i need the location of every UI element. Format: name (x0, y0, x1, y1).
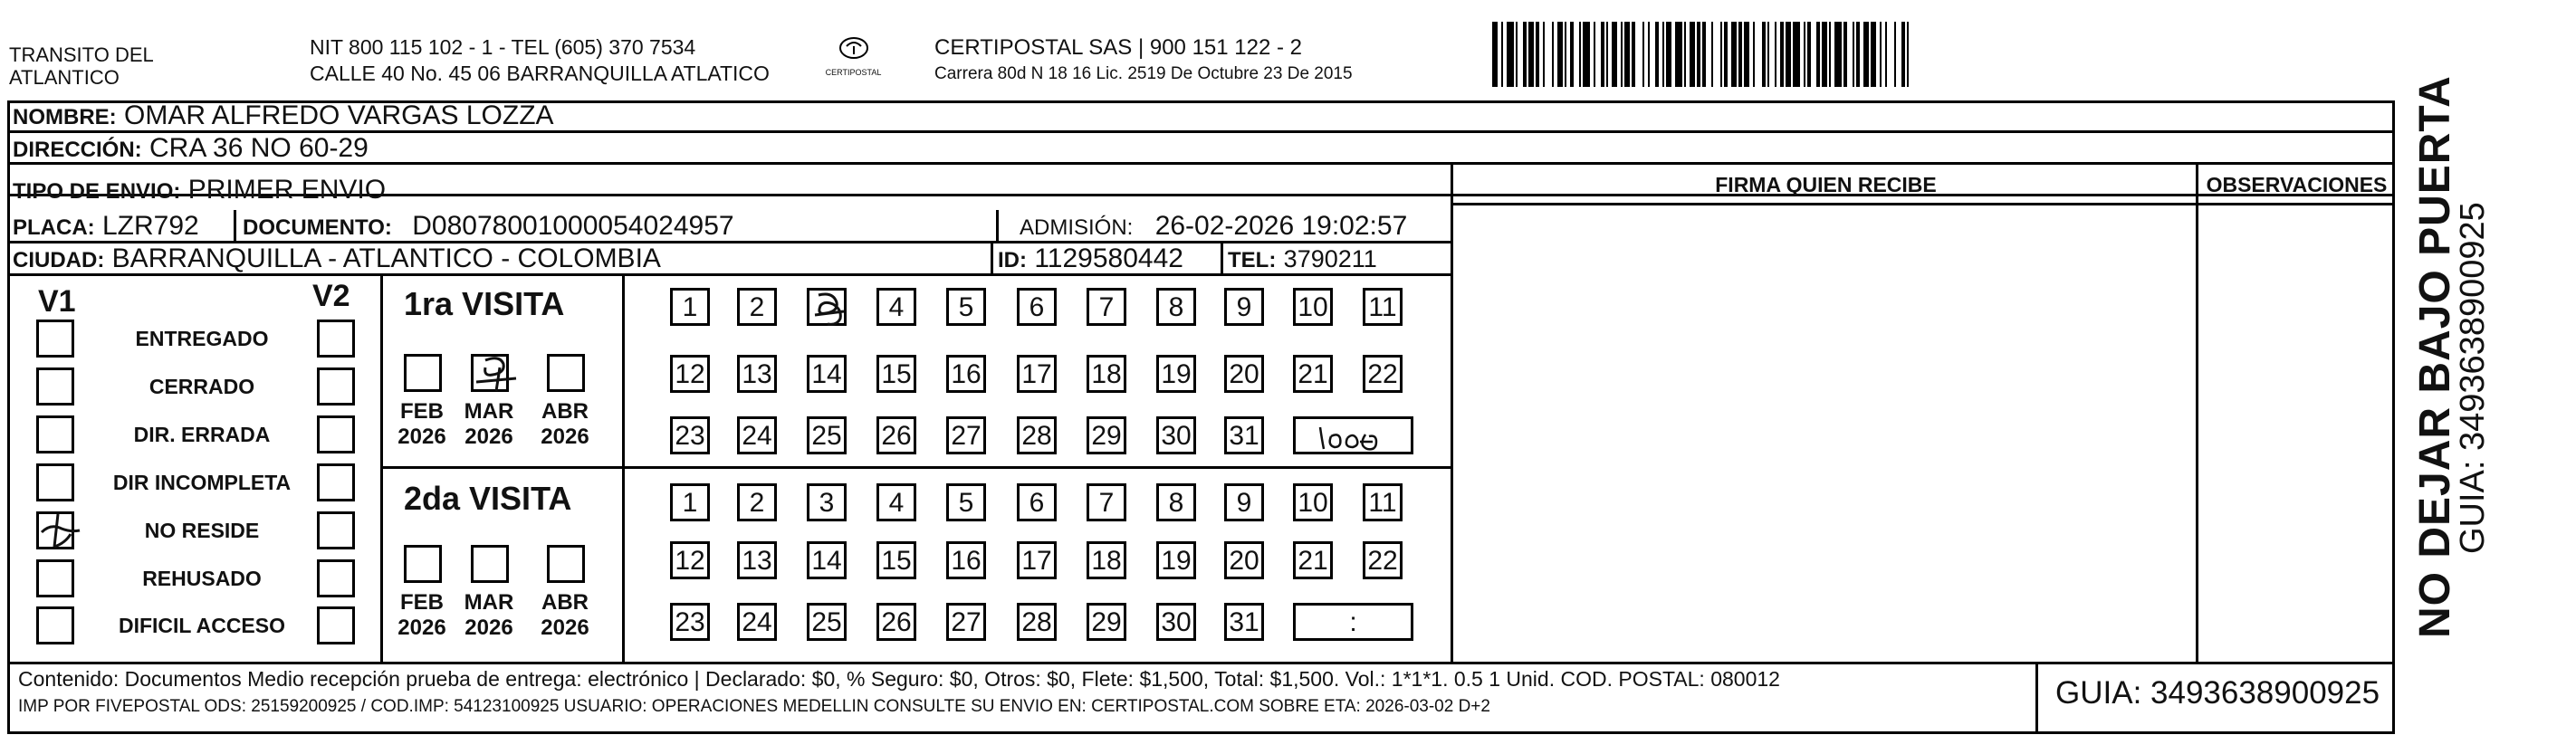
day-box[interactable]: 21 (1293, 541, 1333, 579)
day-box[interactable]: 3 (807, 483, 847, 521)
v1-checkbox[interactable] (36, 415, 74, 453)
month-checkbox[interactable] (547, 545, 585, 583)
id-value: 1129580442 (1034, 243, 1183, 273)
month-year: 2026 (541, 616, 589, 640)
day-box[interactable]: 21 (1293, 355, 1333, 393)
month-label (462, 590, 516, 641)
day-box[interactable]: 2 (737, 288, 777, 326)
day-box[interactable]: 29 (1087, 416, 1126, 454)
barcode-bar (1887, 22, 1894, 87)
barcode-bar (1675, 22, 1682, 87)
month-label (395, 590, 449, 641)
day-box[interactable]: 20 (1224, 355, 1264, 393)
barcode-bar (1635, 22, 1642, 87)
footer-print-info: IMP POR FIVEPOSTAL ODS: 25159200925 / COD.IMP: 54123100925 USUARIO: OPERACIONES MEDELLIN CONSULTE SU ENVIO EN: CERTIPOSTAL.COM SOBRE ETA: 2026-03-02 D+2 (18, 697, 1490, 716)
day-box[interactable]: 15 (876, 355, 916, 393)
side-guia: GUIA: 3493638900925 (2454, 202, 2492, 554)
day-box[interactable]: 13 (737, 541, 777, 579)
day-box[interactable]: 5 (946, 288, 986, 326)
day-box[interactable]: 16 (946, 355, 986, 393)
day-box[interactable]: 25 (807, 603, 847, 641)
day-box[interactable]: 6 (1017, 288, 1057, 326)
document-value: D08078001000054024957 (412, 211, 734, 241)
month-year: 2026 (464, 616, 513, 640)
month-checkbox[interactable] (471, 545, 509, 583)
signature-area[interactable] (1453, 205, 2196, 662)
visit1-mar-mark (469, 351, 523, 401)
v1-checkbox[interactable] (36, 463, 74, 501)
status-label: NO RESIDE (144, 519, 260, 542)
day-box[interactable]: 7 (1087, 483, 1126, 521)
visit1-title: 1ra VISITA (404, 285, 565, 322)
address-field (13, 133, 369, 166)
document-label: DOCUMENTO: (243, 215, 392, 240)
month-name: ABR (541, 590, 589, 615)
v1-checkbox[interactable] (36, 320, 74, 358)
day-box[interactable]: 30 (1156, 603, 1196, 641)
status-label: DIFICIL ACCESO (118, 614, 285, 637)
observations-heading: OBSERVACIONES (2206, 173, 2388, 196)
tel-field (1228, 243, 1377, 276)
day-box[interactable]: 31 (1224, 416, 1264, 454)
day-box[interactable]: 20 (1224, 541, 1264, 579)
day-box[interactable]: 24 (737, 416, 777, 454)
day-box[interactable]: 17 (1017, 355, 1057, 393)
v2-heading: V2 (312, 279, 350, 313)
month-year: 2026 (464, 425, 513, 449)
month-year: 2026 (397, 425, 446, 449)
send-type-label: TIPO DE ENVIO: (13, 179, 181, 204)
v1-checkbox[interactable] (36, 559, 74, 597)
document-field (243, 211, 734, 243)
day-box[interactable]: 19 (1156, 541, 1196, 579)
no-reside-checkmark (34, 507, 98, 561)
v2-checkbox[interactable] (317, 367, 355, 406)
status-label: DIR INCOMPLETA (112, 471, 292, 494)
v1-checkbox[interactable] (36, 606, 74, 644)
month-checkbox[interactable] (404, 545, 442, 583)
name-field (13, 100, 554, 133)
sender-contact (310, 34, 770, 87)
observations-area[interactable] (2198, 205, 2392, 662)
day-box[interactable]: 4 (876, 483, 916, 521)
signature-heading: FIRMA QUIEN RECIBE (1715, 173, 1937, 196)
status-label: CERRADO (148, 375, 255, 398)
admission-field (1020, 211, 1407, 243)
day-box[interactable]: 28 (1017, 416, 1057, 454)
month-checkbox[interactable] (547, 354, 585, 392)
day-box[interactable]: 24 (737, 603, 777, 641)
month-name: MAR (464, 590, 514, 615)
barcode (1492, 22, 2217, 87)
company-address: Carrera 80d N 18 16 Lic. 2519 De Octubre 23 De 2015 (934, 64, 1353, 83)
admission-label: ADMISIÓN: (1020, 215, 1134, 240)
day-box[interactable]: 26 (876, 603, 916, 641)
day-box[interactable]: 25 (807, 416, 847, 454)
tel-label: TEL: (1228, 248, 1277, 272)
company-info (934, 34, 1353, 87)
day-box[interactable]: 6 (1017, 483, 1057, 521)
visit2-title: 2da VISITA (404, 480, 572, 517)
sender-nit: NIT 800 115 102 - 1 - TEL (605) 370 7534 (310, 35, 696, 59)
day-box[interactable]: 11 (1363, 483, 1403, 521)
month-year: 2026 (397, 616, 446, 640)
barcode-bar (1713, 22, 1720, 87)
time-box[interactable]: : (1293, 603, 1413, 641)
certipostal-logo (810, 36, 896, 81)
barcode-bar (1755, 22, 1762, 87)
address-value: CRA 36 NO 60-29 (149, 133, 369, 163)
plate-label: PLACA: (13, 215, 95, 240)
day-box[interactable]: 17 (1017, 541, 1057, 579)
day-box[interactable]: 11 (1363, 288, 1403, 326)
day-box[interactable]: 28 (1017, 603, 1057, 641)
day-box[interactable]: 19 (1156, 355, 1196, 393)
day-box[interactable]: 18 (1087, 541, 1126, 579)
status-label: DIR. ERRADA (133, 423, 271, 446)
v1-checkbox[interactable] (36, 367, 74, 406)
day-box[interactable]: 23 (670, 603, 710, 641)
visit1-time-mark (1311, 416, 1402, 456)
month-name: ABR (541, 399, 589, 424)
visit1-day3-mark (806, 288, 857, 333)
day-box[interactable]: 18 (1087, 355, 1126, 393)
address-label: DIRECCIÓN: (13, 138, 142, 162)
month-label (538, 399, 592, 450)
plate-field (13, 211, 199, 243)
day-box[interactable]: 27 (946, 416, 986, 454)
footer-content: Contenido: Documentos Medio recepción prueba de entrega: electrónico | Declarado: $0, % Seguro: $0, Otros: $0, Flete: $1,500, Total: $1,500. Vol.: 1*1*1. 0.5 1 Unid. COD. POSTAL: 080012 (18, 667, 1780, 691)
v2-checkbox[interactable] (317, 320, 355, 358)
plate-value: LZR792 (102, 211, 199, 241)
city-value: BARRANQUILLA - ATLANTICO - COLOMBIA (111, 243, 661, 273)
v2-checkbox[interactable] (317, 415, 355, 453)
sender-line-2: ATLANTICO (9, 66, 120, 89)
day-box[interactable]: 12 (670, 355, 710, 393)
day-box[interactable]: 22 (1363, 541, 1403, 579)
city-field (13, 243, 661, 276)
month-label (462, 399, 516, 450)
company-name: CERTIPOSTAL SAS | 900 151 122 - 2 (934, 35, 1302, 60)
send-type-value: PRIMER ENVIO (187, 175, 387, 205)
day-box[interactable]: 2 (737, 483, 777, 521)
month-name: MAR (464, 399, 514, 424)
barcode-bar (1834, 22, 1842, 87)
barcode-bar (1507, 22, 1514, 87)
day-box[interactable]: 30 (1156, 416, 1196, 454)
day-box[interactable]: 8 (1156, 288, 1196, 326)
tel-value: 3790211 (1283, 245, 1377, 272)
sender-address: CALLE 40 No. 45 06 BARRANQUILLA ATLATICO (310, 62, 770, 85)
day-box[interactable]: 7 (1087, 288, 1126, 326)
v1-heading: V1 (38, 284, 76, 319)
day-box[interactable]: 10 (1293, 483, 1333, 521)
month-name: FEB (400, 590, 444, 615)
day-box[interactable]: 13 (737, 355, 777, 393)
day-box[interactable]: 12 (670, 541, 710, 579)
id-field (998, 243, 1183, 276)
month-label (538, 590, 592, 641)
month-label (395, 399, 449, 450)
day-box[interactable]: 10 (1293, 288, 1333, 326)
status-label: REHUSADO (142, 567, 262, 590)
month-name: FEB (400, 399, 444, 424)
day-box[interactable]: 29 (1087, 603, 1126, 641)
barcode-bar (1583, 22, 1590, 87)
day-box[interactable]: 31 (1224, 603, 1264, 641)
name-value: OMAR ALFREDO VARGAS LOZZA (124, 100, 554, 130)
sender-line-1: TRANSITO DEL (9, 43, 154, 66)
footer-guia: GUIA: 3493638900925 (2055, 675, 2380, 711)
day-box[interactable]: 26 (876, 416, 916, 454)
status-label: ENTREGADO (135, 327, 269, 350)
day-box[interactable]: 23 (670, 416, 710, 454)
day-box[interactable]: 1 (670, 288, 710, 326)
v2-checkbox[interactable] (317, 559, 355, 597)
v2-checkbox[interactable] (317, 511, 355, 549)
day-box[interactable]: 14 (807, 541, 847, 579)
day-box[interactable]: 14 (807, 355, 847, 393)
city-label: CIUDAD: (13, 248, 105, 272)
month-checkbox[interactable] (404, 354, 442, 392)
day-box[interactable]: 22 (1363, 355, 1403, 393)
id-label: ID: (998, 248, 1027, 272)
day-box[interactable]: 9 (1224, 483, 1264, 521)
side-warning: NO DEJAR BAJO PUERTA (2411, 75, 2459, 638)
day-box[interactable]: 27 (946, 603, 986, 641)
logo-text: CERTIPOSTAL (825, 68, 882, 77)
admission-value: 26-02-2026 19:02:57 (1154, 211, 1408, 241)
certipostal-logo-icon (836, 36, 872, 63)
v2-checkbox[interactable] (317, 606, 355, 644)
barcode-bar (1909, 22, 1912, 87)
sender-name (9, 43, 154, 89)
day-box[interactable]: 9 (1224, 288, 1264, 326)
barcode-bar (1793, 22, 1800, 87)
day-box[interactable]: 1 (670, 483, 710, 521)
day-box[interactable]: 8 (1156, 483, 1196, 521)
month-year: 2026 (541, 425, 589, 449)
send-type-field (13, 175, 386, 207)
barcode-bar (1545, 22, 1552, 87)
day-box[interactable]: 16 (946, 541, 986, 579)
v2-checkbox[interactable] (317, 463, 355, 501)
name-label: NOMBRE: (13, 105, 117, 129)
day-box[interactable]: 15 (876, 541, 916, 579)
day-box[interactable]: 5 (946, 483, 986, 521)
day-box[interactable]: 4 (876, 288, 916, 326)
